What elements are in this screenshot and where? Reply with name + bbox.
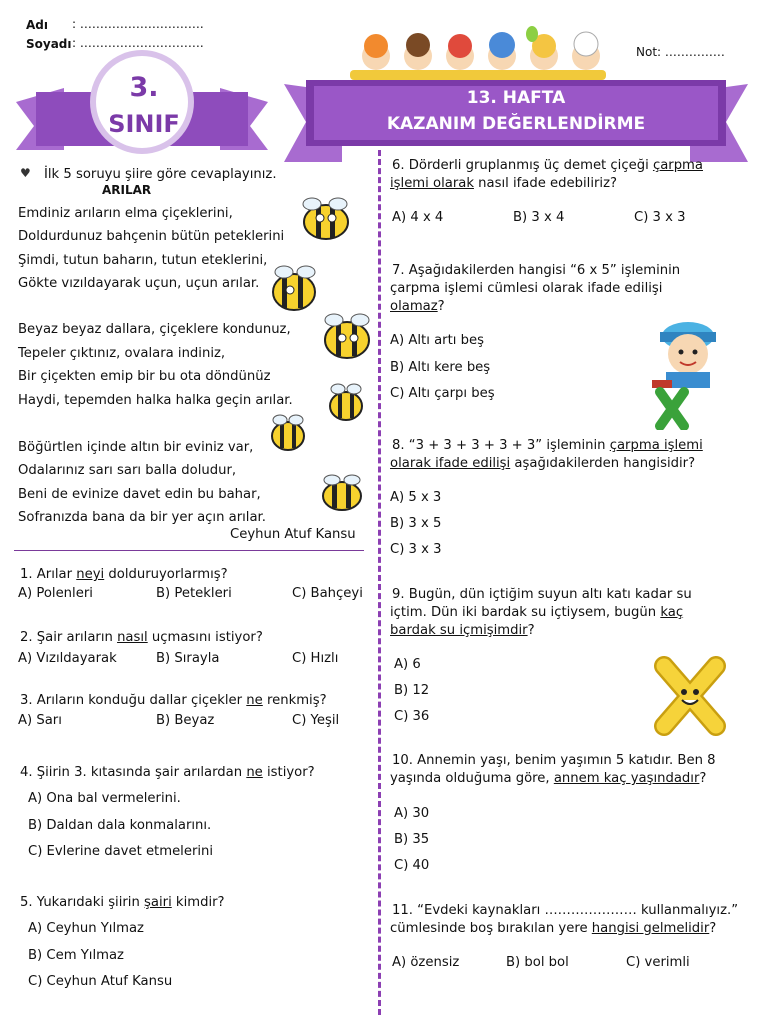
option-b[interactable]: B) Cem Yılmaz [28,948,124,963]
question-1: 1. Arılar neyi dolduruyorlarmış? [20,567,228,582]
question-9-line: 9. Bugün, dün içtiğim suyun altı katı kadar su [392,587,692,602]
option-b[interactable]: B) Petekleri [156,586,232,601]
bee-icon [318,474,366,514]
option-c[interactable]: C) 36 [394,709,430,724]
option-c[interactable]: C) 3 x 3 [390,542,442,557]
option-c[interactable]: C) Bahçeyi [292,586,363,601]
poem-instruction: İlk 5 soruyu şiire göre cevaplayınız. [44,167,277,182]
poem-line: Odalarınız sarı sarı balla doludur, [18,463,237,478]
question-3: 3. Arıların konduğu dallar çiçekler ne renkmiş? [20,693,327,708]
poem-line: Doldurdunuz bahçenin bütün peteklerini [18,229,285,244]
heart-icon: ♥ [20,166,31,180]
option-a[interactable]: A) Ona bal vermelerini. [28,791,181,806]
question-10-line: yaşında olduğuma göre, annem kaç yaşındadır? [390,771,707,786]
surname-label: Soyadı [26,37,72,51]
option-c[interactable]: C) Ceyhun Atuf Kansu [28,974,173,989]
bee-icon [268,264,320,314]
poem-line: Beyaz beyaz dallara, çiçeklere kondunuz, [18,322,291,337]
question-4: 4. Şiirin 3. kıtasında şair arılardan ne istiyor? [20,765,315,780]
poem-title: ARILAR [102,183,152,197]
bee-icon [326,382,366,424]
bee-icon [298,196,350,244]
option-b[interactable]: B) 12 [394,683,430,698]
option-c[interactable]: C) Altı çarpı beş [390,386,495,401]
question-11-line: cümlesinde boş bırakılan yere hangisi gelmelidir? [390,921,717,936]
question-11-line: 11. “Evdeki kaynakları ………………… kullanmalıyız.” [392,903,739,918]
grade-word: SINIF [108,110,180,138]
surname-field[interactable]: : …………………………. [72,36,204,50]
question-2: 2. Şair arıların nasıl uçmasını istiyor? [20,630,263,645]
poem-line: Bir çiçekten emip bir bu ota döndünüz [18,369,271,384]
question-7-line: olamaz? [390,299,445,314]
poem-line: Emdiniz arıların elma çiçeklerini, [18,206,233,221]
option-c[interactable]: C) Evlerine davet etmelerini [28,844,214,859]
kids-illustration [346,26,610,82]
question-6-line: işlemi olarak nasıl ifade edebiliriz? [390,176,618,191]
option-c[interactable]: C) verimli [626,955,690,970]
question-6-line: 6. Dörderli gruplanmış üç demet çiçeği çarpma [392,158,703,173]
poem-line: Böğürtlen içinde altın bir eviniz var, [18,440,254,455]
week-title: 13. HAFTA [466,88,566,108]
option-b[interactable]: B) Sırayla [156,651,220,666]
poem-line: Tepeler çıktınız, ovalara indiniz, [18,346,226,361]
question-5: 5. Yukarıdaki şiirin şairi kimdir? [20,895,225,910]
question-7-line: 7. Aşağıdakilerden hangisi “6 x 5” işleminin [392,263,681,278]
option-a[interactable]: A) özensiz [392,955,460,970]
option-a[interactable]: A) Polenleri [18,586,93,601]
option-b[interactable]: B) Daldan dala konmalarını. [28,818,212,833]
option-c[interactable]: C) Hızlı [292,651,339,666]
option-a[interactable]: A) 4 x 4 [392,210,444,225]
question-7-line: çarpma işlemi cümlesi olarak ifade edilişi [390,281,663,296]
option-b[interactable]: B) Beyaz [156,713,215,728]
poem-line: Şimdi, tutun baharın, tutun eteklerini, [18,253,268,268]
option-a[interactable]: A) 5 x 3 [390,490,442,505]
bee-icon [320,312,374,364]
question-8-line: 8. “3 + 3 + 3 + 3 + 3” işleminin çarpma işlemi [392,438,703,453]
question-9-line: içtim. Dün iki bardak su içtiysem, bugün kaç [390,605,684,620]
option-b[interactable]: B) 3 x 4 [513,210,565,225]
name-field[interactable]: : …………………………. [72,17,204,31]
option-a[interactable]: A) Vızıldayarak [18,651,117,666]
grade-badge [6,50,278,160]
option-b[interactable]: B) Altı kere beş [390,360,491,375]
name-label: Adı [26,18,48,32]
option-a[interactable]: A) 30 [394,806,430,821]
option-a[interactable]: A) Altı artı beş [390,333,484,348]
poem-author: Ceyhun Atuf Kansu [230,527,356,542]
grade-field[interactable]: Not: …………… [636,45,725,59]
poem-line: Beni de evinize davet edin bu bahar, [18,487,261,502]
poem-line: Gökte vızıldayarak uçun, uçun arılar. [18,276,260,291]
option-b[interactable]: B) bol bol [506,955,569,970]
question-8-line: olarak ifade edilişi aşağıdakilerden hangisidir? [390,456,696,471]
multiply-character-illustration [652,656,728,736]
section-divider [14,550,364,551]
subtitle: KAZANIM DEĞERLENDİRME [386,114,646,134]
column-divider [378,150,381,1015]
question-10-line: 10. Annemin yaşı, benim yaşımın 5 katıdır. Ben 8 [392,753,716,768]
boy-multiply-illustration [646,314,736,430]
option-a[interactable]: A) Sarı [18,713,62,728]
question-9-line: bardak su içmişimdir? [390,623,535,638]
poem-line: Sofranızda bana da bir yer açın arılar. [18,510,266,525]
option-a[interactable]: A) Ceyhun Yılmaz [28,921,144,936]
poem-line: Haydi, tepemden halka halka geçin arılar. [18,393,293,408]
option-c[interactable]: C) 40 [394,858,430,873]
grade-number: 3. [129,72,159,103]
option-c[interactable]: C) Yeşil [292,713,340,728]
option-a[interactable]: A) 6 [394,657,421,672]
option-b[interactable]: B) 35 [394,832,430,847]
bee-icon [268,414,308,454]
option-b[interactable]: B) 3 x 5 [390,516,442,531]
option-c[interactable]: C) 3 x 3 [634,210,686,225]
